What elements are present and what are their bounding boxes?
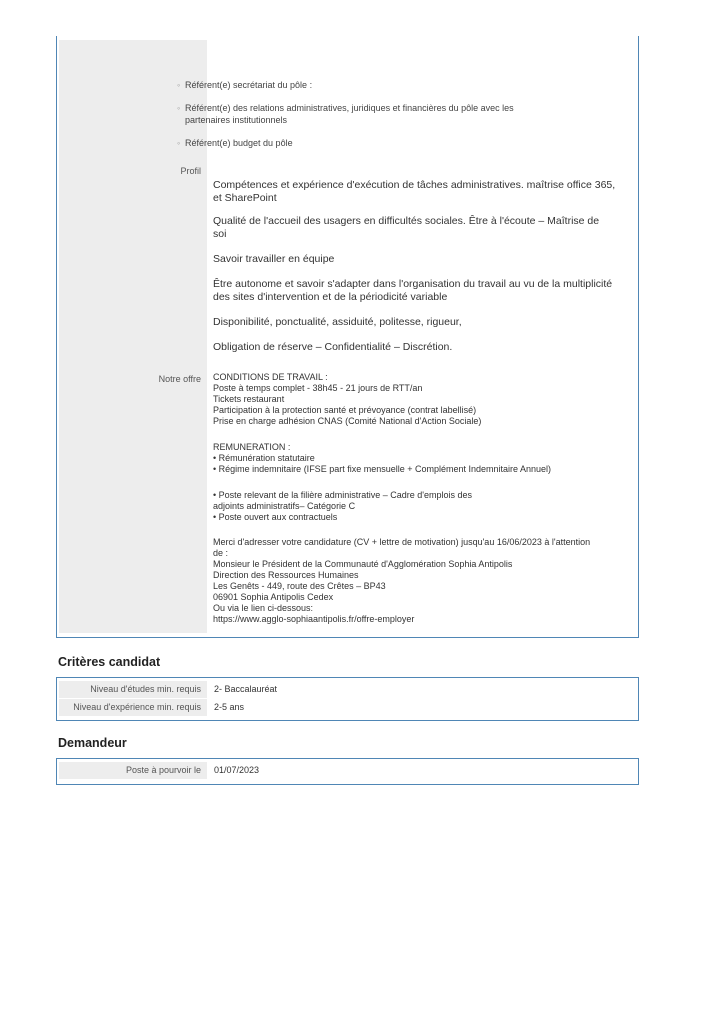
demandeur-title: Demandeur [58,736,127,750]
label-column [59,40,207,633]
bullet-item: ◦ Référent(e) budget du pôle [177,138,293,148]
demandeur-label: Poste à pourvoir le [59,762,207,779]
demandeur-value: 01/07/2023 [214,765,260,775]
offre-candidature: Merci d'adresser votre candidature (CV + lettre de motivation) jusqu'au 16/06/2023 à l'attention de : Monsieur le Président de la Communauté d'Agglomération Sophia Antipolis Direction des Ressources Humaines Les Genêts - 449, route des Crêtes – BP43 06901 Sophia Antipolis Cedex Ou via le lien ci-dessous: https://www.agglo-sophiaantipolis.fr/offre-employer [213,537,638,625]
profil-paragraph: Qualité de l'accueil des usagers en difficultés sociales. Être à l'écoute – Maîtrise de soi [213,215,600,240]
criteres-row [59,699,636,716]
profil-paragraph: Obligation de réserve – Confidentialité – Discrétion. [213,341,453,353]
criteres-label: Niveau d'études min. requis [59,681,207,698]
demandeur-row [59,762,636,779]
criteres-label: Niveau d'expérience min. requis [59,699,207,716]
criteres-row [59,681,636,698]
criteres-value: 2- Baccalauréat [214,684,278,694]
profil-paragraph: Compétences et expérience d'exécution de tâches administratives. maîtrise office 365, et SharePoint [213,179,616,204]
profil-label: Profil [180,166,201,176]
criteres-panel [56,677,639,721]
profil-paragraph: Être autonome et savoir s'adapter dans l'organisation du travail au vu de la multiplicité des sites d'intervention et de la périodicité variable [213,278,613,303]
bullet-item: ◦ Référent(e) secrétariat du pôle : [177,80,313,90]
offre-link[interactable]: https://www.agglo-sophiaantipolis.fr/offre-employer [213,614,415,624]
offre-label: Notre offre [158,374,201,384]
profil-paragraph: Savoir travailler en équipe [213,253,335,265]
demandeur-panel [56,758,639,785]
bullet-item: ◦ Référent(e) des relations administratives, juridiques et financières du pôle avec les partenaires institutionnels [177,103,514,125]
criteres-value: 2-5 ans [214,702,245,712]
offre-filiere: • Poste relevant de la filière administrative – Cadre d'emplois des adjoints administratifs– Catégorie C • Poste ouvert aux contractuels [213,490,472,522]
profil-paragraph: Disponibilité, ponctualité, assiduité, politesse, rigueur, [213,316,462,328]
offre-conditions: CONDITIONS DE TRAVAIL : Poste à temps complet - 38h45 - 21 jours de RTT/an Tickets restaurant Participation à la protection santé et prévoyance (contrat labellisé) Prise en charge adhésion CNAS (Comité National d'Action Sociale) [213,372,482,426]
criteres-title: Critères candidat [58,655,161,669]
offre-remuneration: REMUNERATION : • Rémunération statutaire • Régime indemnitaire (IFSE part fixe mensuelle + Complément Indemnitaire Annuel) [213,442,552,474]
